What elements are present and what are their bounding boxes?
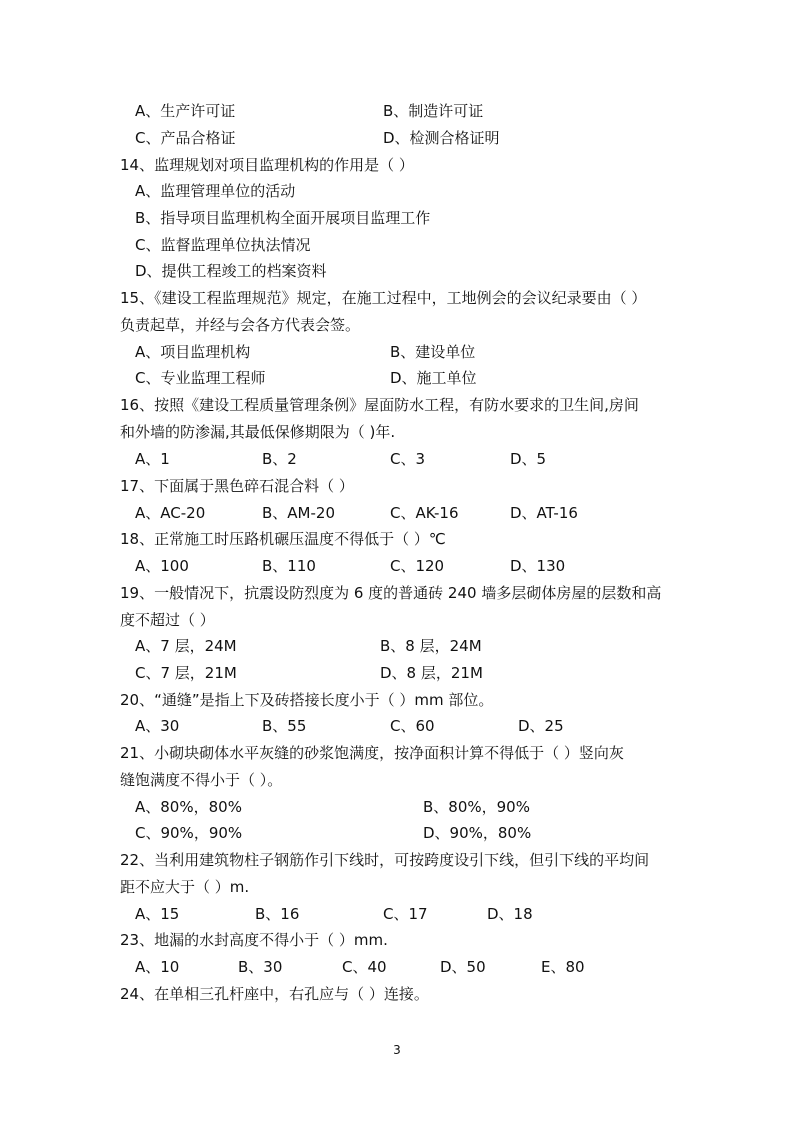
answer-option: C、120 [390, 557, 445, 575]
answer-option: B、2 [262, 450, 297, 468]
question-text: 14、监理规划对项目监理机构的作用是（ ） [120, 156, 414, 174]
answer-option: C、监督监理单位执法情况 [135, 236, 311, 254]
question-text: 20、“通缝”是指上下及砖搭接长度小于（ ）mm 部位。 [120, 691, 494, 709]
answer-option: D、施工单位 [390, 369, 477, 387]
answer-option: A、10 [135, 958, 180, 976]
answer-option: D、50 [440, 958, 486, 976]
answer-option: B、指导项目监理机构全面开展项目监理工作 [135, 209, 431, 227]
question-text: 22、当利用建筑物柱子钢筋作引下线时，可按跨度设引下线，但引下线的平均间 [120, 851, 650, 869]
answer-option: A、监理管理单位的活动 [135, 182, 296, 200]
question-text: 21、小砌块砌体水平灰缝的砂浆饱满度，按净面积计算不得低于（ ）竖向灰 [120, 744, 624, 762]
answer-option: A、15 [135, 905, 180, 923]
answer-option: D、AT-16 [510, 504, 578, 522]
answer-option: A、项目监理机构 [135, 343, 251, 361]
answer-option: A、100 [135, 557, 189, 575]
answer-option: B、16 [255, 905, 300, 923]
answer-option: B、制造许可证 [383, 102, 484, 120]
answer-option: B、80%，90% [423, 798, 530, 816]
answer-option: A、AC-20 [135, 504, 206, 522]
question-text: 15、《建设工程监理规范》规定，在施工过程中，工地例会的会议纪录要由（ ） [120, 289, 647, 307]
answer-option: B、8 层，24M [380, 637, 482, 655]
answer-option: C、3 [390, 450, 426, 468]
answer-option: D、5 [510, 450, 547, 468]
answer-option: A、80%，80% [135, 798, 242, 816]
answer-option: B、55 [262, 717, 307, 735]
page-number: 3 [393, 1043, 401, 1057]
answer-option: D、18 [487, 905, 533, 923]
question-text: 度不超过（ ） [120, 611, 215, 629]
answer-option: C、60 [390, 717, 435, 735]
answer-option: A、生产许可证 [135, 102, 236, 120]
answer-option: B、建设单位 [390, 343, 476, 361]
question-text: 24、在单相三孔杆座中，右孔应与（ ）连接。 [120, 985, 429, 1003]
answer-option: C、17 [383, 905, 428, 923]
answer-option: C、AK-16 [390, 504, 459, 522]
question-text: 17、下面属于黑色碎石混合料（ ） [120, 477, 354, 495]
answer-option: B、AM-20 [262, 504, 335, 522]
answer-option: A、30 [135, 717, 180, 735]
answer-option: B、110 [262, 557, 316, 575]
answer-option: C、7 层，21M [135, 664, 237, 682]
answer-option: D、检测合格证明 [383, 129, 500, 147]
answer-option: E、80 [541, 958, 585, 976]
answer-option: C、专业监理工程师 [135, 369, 266, 387]
question-text: 和外墙的防渗漏,其最低保修期限为（ )年. [120, 423, 396, 441]
answer-option: B、30 [238, 958, 283, 976]
answer-option: C、90%，90% [135, 824, 243, 842]
answer-option: C、产品合格证 [135, 129, 236, 147]
question-text: 负责起草，并经与会各方代表会签。 [120, 316, 361, 334]
answer-option: A、1 [135, 450, 170, 468]
question-text: 19、一般情况下，抗震设防烈度为 6 度的普通砖 240 墙多层砌体房屋的层数和高 [120, 584, 662, 602]
answer-option: D、90%，80% [423, 824, 532, 842]
question-text: 16、按照《建设工程质量管理条例》屋面防水工程，有防水要求的卫生间,房间 [120, 396, 639, 414]
answer-option: D、25 [518, 717, 564, 735]
question-text: 18、正常施工时压路机碾压温度不得低于（ ）℃ [120, 530, 446, 548]
question-text: 23、地漏的水封高度不得小于（ ）mm. [120, 931, 388, 949]
answer-option: D、130 [510, 557, 566, 575]
answer-option: C、40 [342, 958, 387, 976]
answer-option: D、8 层，21M [380, 664, 483, 682]
answer-option: A、7 层，24M [135, 637, 237, 655]
question-text: 距不应大于（ ）m. [120, 878, 250, 896]
question-text: 缝饱满度不得小于（ ）。 [120, 771, 283, 789]
answer-option: D、提供工程竣工的档案资料 [135, 262, 327, 280]
